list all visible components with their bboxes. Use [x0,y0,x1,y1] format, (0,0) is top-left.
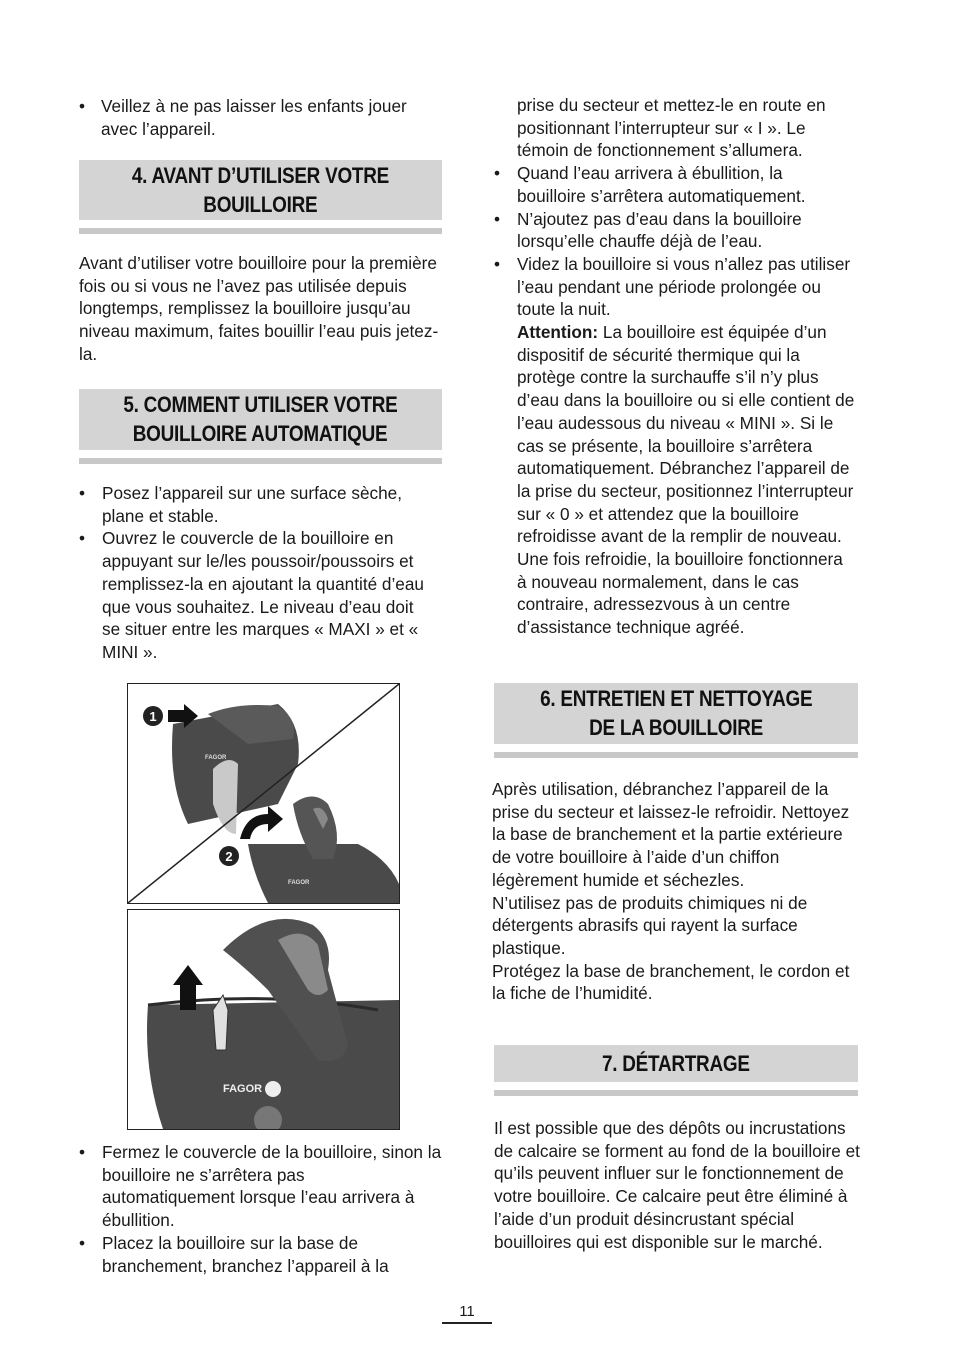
heading-rule [79,228,442,234]
section-6-heading: 6. ENTRETIEN ET NETTOYAGE DE LA BOUILLOIRE [494,683,858,744]
kettle-illustration-lid-up [127,909,400,1130]
list-item: • Fermez le couvercle de la bouilloire, sinon la bouilloire ne s’arrêtera pas automatiquement lorsque l’eau arrivera à ébullition. [79,1142,442,1231]
svg-text:1: 1 [149,709,157,724]
section-7-body: Il est possible que des dépôts ou incrustations de calcaire se forment au fond de la bouilloire et qu’ils peuvent influer sur le fonctionnement de votre bouilloire. Ce calcaire peut être éliminé à l’aide d’un produit désincrustant spécial bouilloires qui est disponible sur le marché. [494,1118,860,1252]
brand-logo-text: FAGOR [205,755,227,761]
list-item: • Ouvrez le couvercle de la bouilloire en appuyant sur le/les poussoir/poussoirs et remplissez-la en ajoutant la quantité d’eau que vous souhaitez. Le niveau d’eau doit se situer entre les marques « MAXI » et « MINI ». [79,528,424,662]
list-item: • N’ajoutez pas d’eau dans la bouilloire lorsqu’elle chauffe déjà de l’eau. [494,208,802,252]
kettle-illustration-open-lid [127,683,400,904]
list-item: • Placez la bouilloire sur la base de branchement, branchez l’appareil à la [79,1232,389,1276]
page-number-rule [442,1322,492,1324]
section-4-body: Avant d’utiliser votre bouilloire pour la première fois ou si vous ne l’avez pas utilisée depuis longtemps, remplissez la bouilloire jusqu’au niveau maximum, faites bouillir l’eau puis jetez-la. [79,253,439,364]
page-number: 11 [459,1303,475,1320]
list-item: • Posez l’appareil sur une surface sèche, plane et stable. [79,483,402,526]
attention-note: Attention: La bouilloire est équipée d’un dispositif de sécurité thermique qui la protège contre la surchauffe s’il n’y plus d’eau dans la bouilloire ou si elle contient de l’eau audessous du niveau « MINI ». Si le cas se présente, la bouilloire s’arrêtera automatiquement. Débranchez l’appareil de la prise du secteur, positionnez l’interrupteur sur « 0 » et attendez que la bouilloire refroidisse avant de la remplir de nouveau. Une fois refroidie, la bouilloire fonctionnera à nouveau normalement, dans le cas contraire, adressezvous à un centre d’assistance technique agréé. [517,322,855,638]
left-intro [79,95,439,140]
list-item: • Quand l’eau arrivera à ébullition, la bouilloire s’arrêtera automatiquement. [494,163,806,206]
heading-rule [79,458,442,464]
section-5-heading: 5. COMMENT UTILISER VOTRE BOUILLOIRE AUTOMATIQUE [79,389,442,450]
heading-rule [494,752,858,758]
section-5-bullets-after [79,1141,442,1277]
section-4-heading: 4. AVANT D’UTILISER VOTRE BOUILLOIRE [79,160,442,220]
section-5-bullets [79,482,429,664]
kettle-drawing [128,684,399,903]
heading-rule [494,1090,858,1096]
list-item: • Veillez à ne pas laisser les enfants jouer avec l’appareil. [79,96,407,139]
section-6-body: Après utilisation, débranchez l’appareil de la prise du secteur et laissez-le refroidir. Nettoyez la base de branchement et la partie extérieure de votre bouilloire à l’aide d’un chiffon légèrement humide et séchezles. N’utilisez pas de produits chimiques ni de détergents abrasifs qui rayent la surface plastique. Protégez la base de branchement, le cordon et la fiche de l’humidité. [492,779,850,1004]
svg-text:FAGOR: FAGOR [223,1083,263,1095]
list-item: • Videz la bouilloire si vous n’allez pas utiliser l’eau pendant une période prolongée ou toute la nuit. [494,253,851,320]
section-7-heading: 7. DÉTARTRAGE [494,1045,858,1082]
right-column-text: prise du secteur et mettez-le en route en positionnant l’interrupteur sur « I ». Le témoin de fonctionnement s’allumera. • Quand l’eau arrivera à ébullition, la bouilloire s’arrêtera automatiquement. • N’ajoutez pas d’eau dans la bouilloire lorsqu’elle chauffe déjà de l’eau. • Videz la bouilloire si vous n’allez pas utiliser l’eau pendant une période prolongée ou toute la nuit. Attention: La bouilloire est équipée d’un dispositif de sécurité thermique qui la protège contre la surchauffe s’il n’y plus d’eau dans la bouilloire ou si elle contient de l’eau audessous du niveau « MINI ». Si le cas se présente, la bouilloire s’arrêtera automatiquement. Débranchez l’appareil de la prise du secteur, positionnez l’interrupteur sur « 0 » et attendez que la bouilloire refroidisse avant de la remplir de nouveau. Une fois refroidie, la bouilloire fonctionnera à nouveau normalement, dans le cas contraire, adressezvous à un centre d’assistance technique agréé. [494,95,855,638]
svg-text:FAGOR: FAGOR [288,880,310,886]
kettle-drawing [128,910,399,1129]
svg-text:2: 2 [225,849,233,864]
